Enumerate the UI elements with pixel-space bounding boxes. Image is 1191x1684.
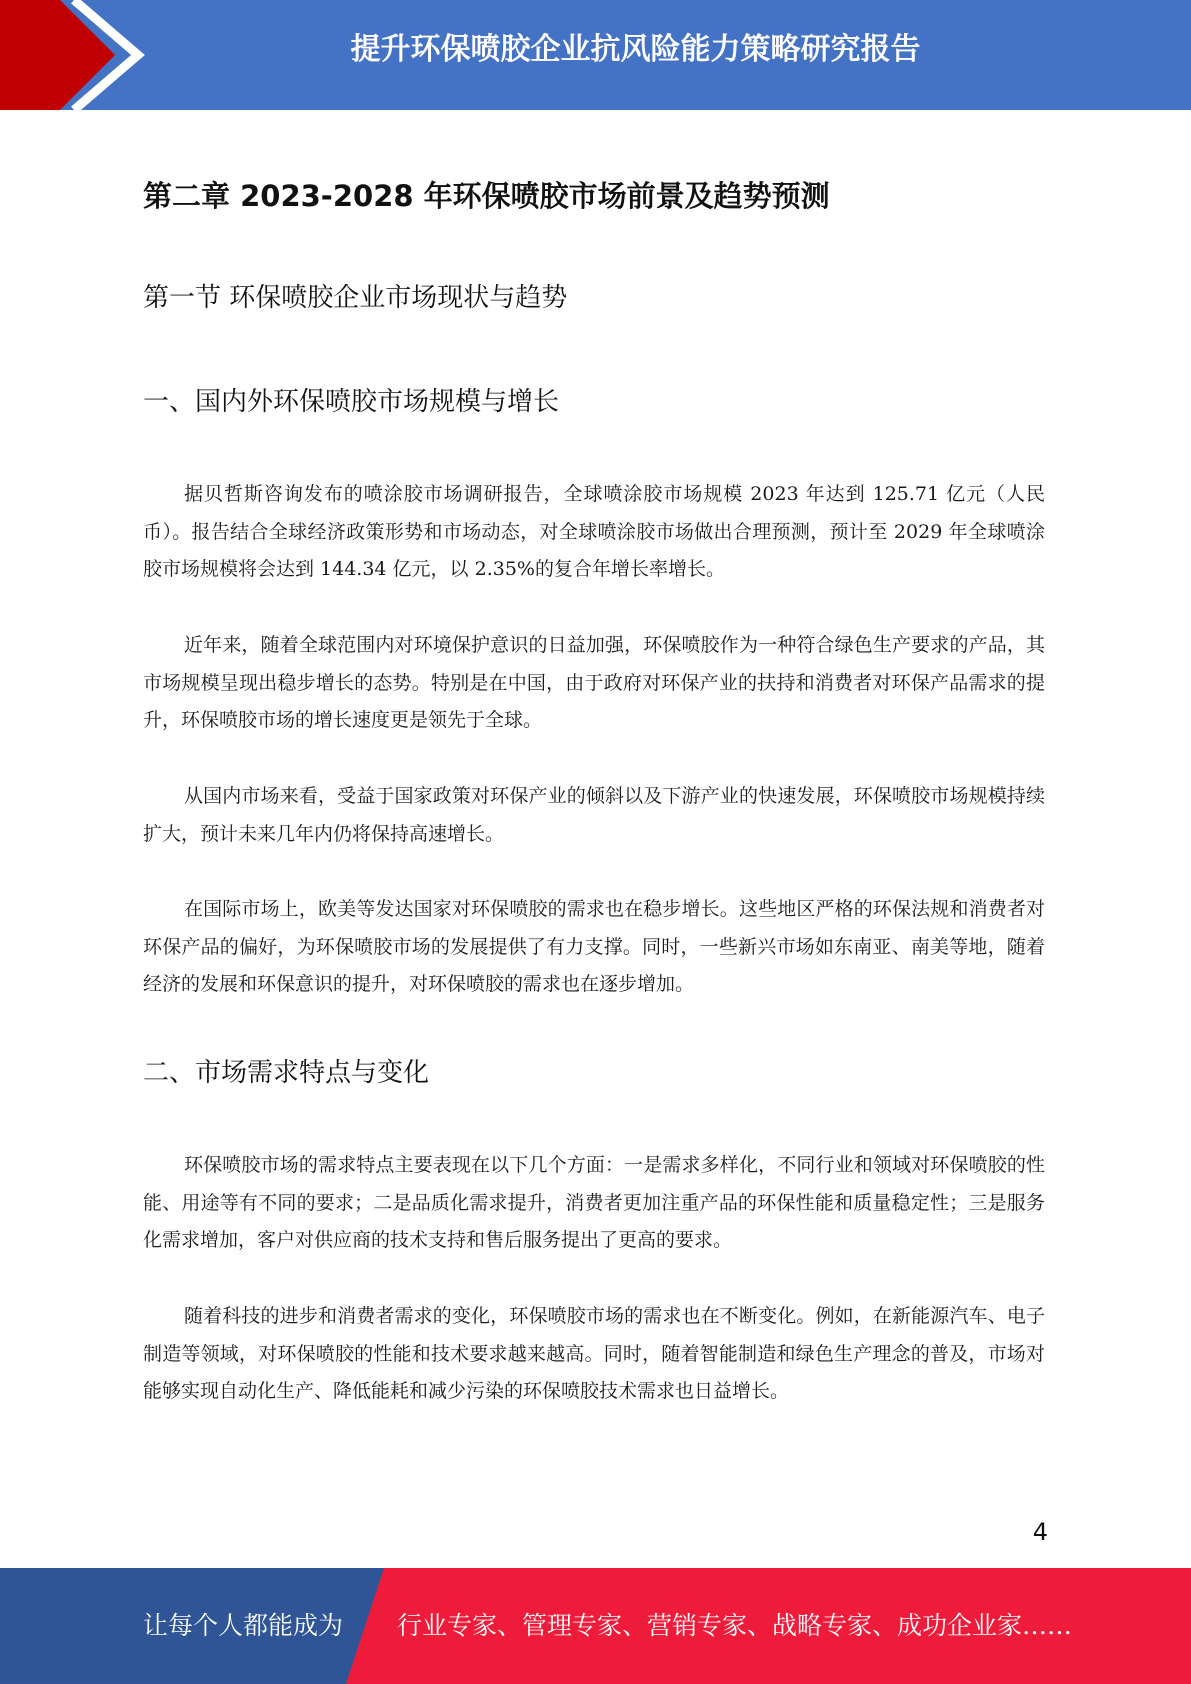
paragraph: 据贝哲斯咨询发布的喷涂胶市场调研报告，全球喷涂胶市场规模 2023 年达到 125.71 亿元（人民币）。报告结合全球经济政策形势和市场动态，对全球喷涂胶市场做出合理预测，预计至 2029 年全球喷涂胶市场规模将会达到 144.34 亿元，以 2.35%的复合年增长率增长。	[143, 483, 1045, 580]
footer-slogan-left: 让每个人都能成为	[143, 1611, 344, 1640]
section-title: 第一节 环保喷胶企业市场现状与趋势	[143, 283, 568, 313]
red-chevron-decoration	[0, 0, 150, 110]
paragraph: 随着科技的进步和消费者需求的变化，环保喷胶市场的需求也在不断变化。例如，在新能源汽车、电子制造等领域，对环保喷胶的性能和技术要求越来越高。同时，随着智能制造和绿色生产理念的普及，市场对能够实现自动化生产、降低能耗和减少污染的环保喷胶技术需求也日益增长。	[143, 1305, 1045, 1402]
paragraph: 环保喷胶市场的需求特点主要表现在以下几个方面：一是需求多样化，不同行业和领域对环保喷胶的性能、用途等有不同的要求；二是品质化需求提升，消费者更加注重产品的环保性能和质量稳定性；三是服务化需求增加，客户对供应商的技术支持和售后服务提出了更高的要求。	[143, 1154, 1045, 1251]
chapter-title: 第二章 2023-2028 年环保喷胶市场前景及趋势预测	[143, 179, 830, 213]
page-number: 4	[1032, 1518, 1048, 1546]
report-title-text: 提升环保喷胶企业抗风险能力策略研究报告	[350, 32, 921, 67]
paragraph: 近年来，随着全球范围内对环境保护意识的日益加强，环保喷胶作为一种符合绿色生产要求的产品，其市场规模呈现出稳步增长的态势。特别是在中国，由于政府对环保产业的扶持和消费者对环保产品需求的提升，环保喷胶市场的增长速度更是领先于全球。	[143, 634, 1045, 731]
subsection-title: 一、国内外环保喷胶市场规模与增长	[143, 387, 560, 417]
footer-slogan-right: 行业专家、管理专家、营销专家、战略专家、成功企业家……	[397, 1611, 1073, 1640]
page-header-band	[0, 0, 1191, 110]
subsection-title: 二、市场需求特点与变化	[143, 1058, 430, 1088]
page-footer-band	[0, 1568, 1191, 1684]
paragraph: 在国际市场上，欧美等发达国家对环保喷胶的需求也在稳步增长。这些地区严格的环保法规和消费者对环保产品的偏好，为环保喷胶市场的发展提供了有力支撑。同时，一些新兴市场如东南亚、南美等地，随着经济的发展和环保意识的提升，对环保喷胶的需求也在逐步增加。	[143, 898, 1045, 995]
paragraph: 从国内市场来看，受益于国家政策对环保产业的倾斜以及下游产业的快速发展，环保喷胶市场规模持续扩大，预计未来几年内仍将保持高速增长。	[143, 785, 1045, 845]
report-title	[180, 0, 1191, 100]
